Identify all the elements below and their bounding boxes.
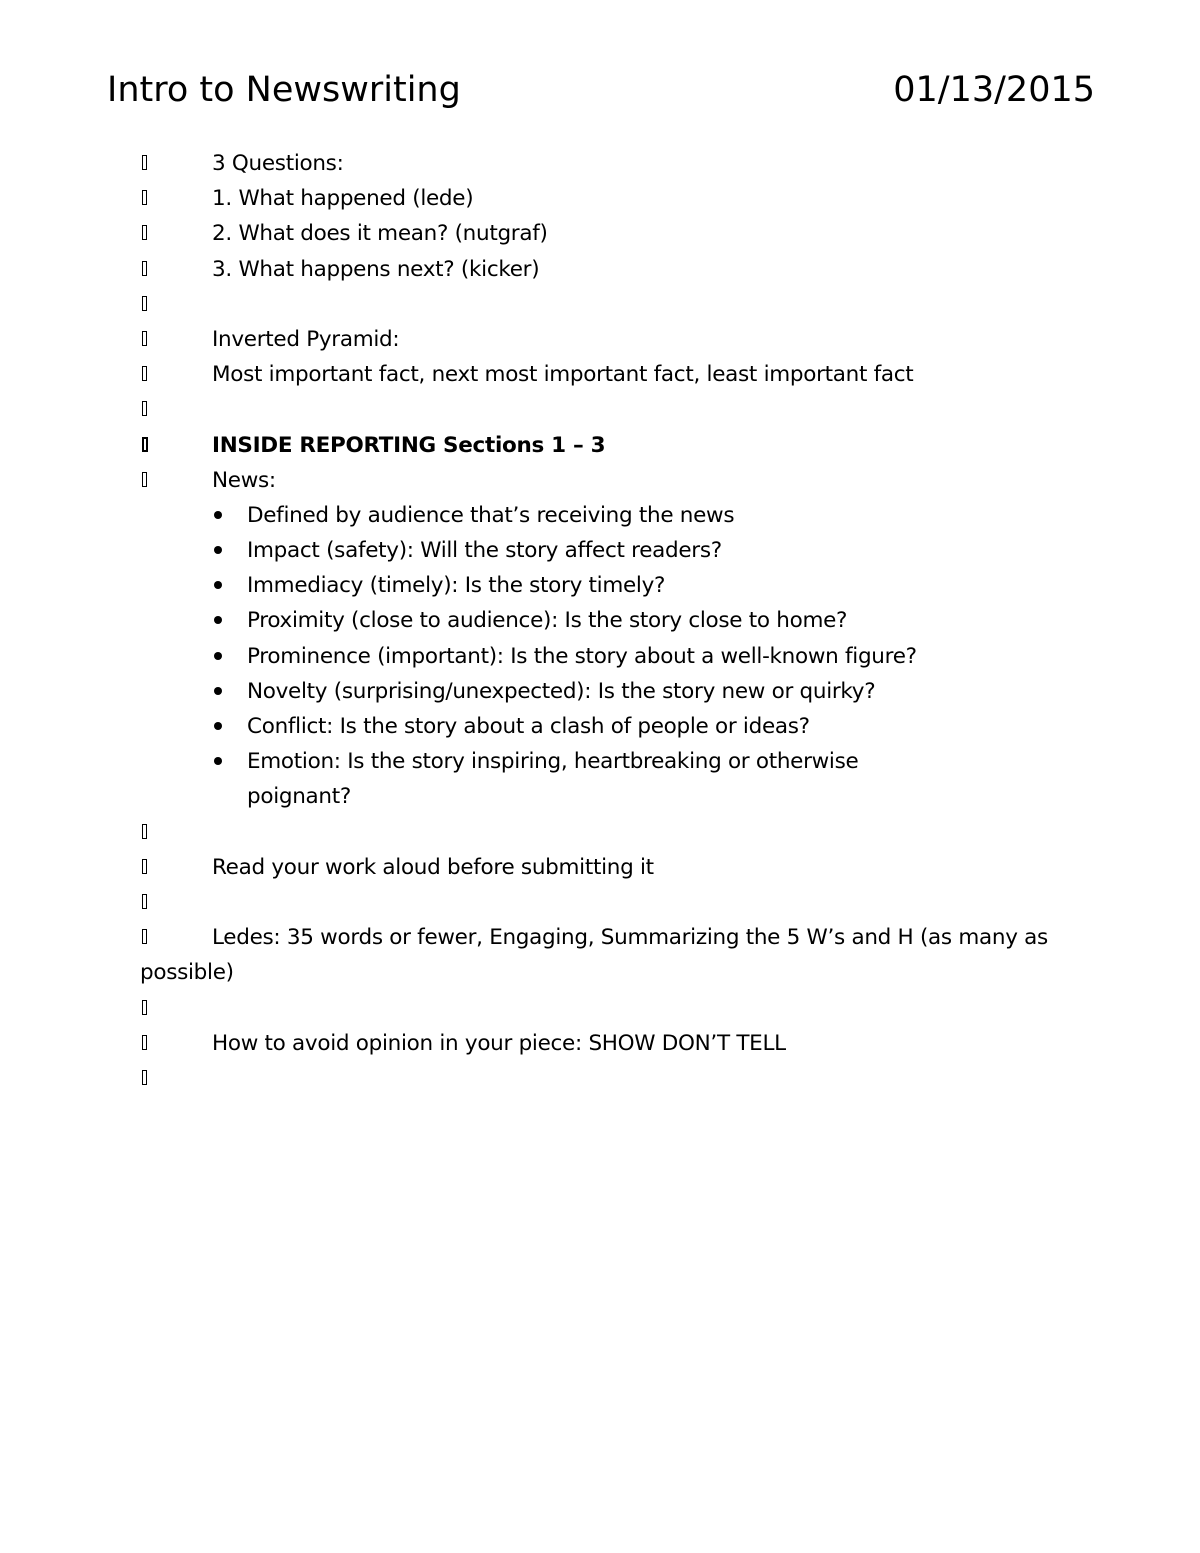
empty-list-item	[140, 885, 1100, 920]
news-bullet-text: Proximity (close to audience): Is the story close to home?	[247, 608, 848, 634]
missing-glyph-icon	[142, 1061, 154, 1096]
list-item	[140, 252, 1100, 287]
missing-glyph-icon	[142, 428, 154, 463]
bullet-icon	[214, 652, 222, 660]
question-3: 3. What happens next? (kicker)	[212, 256, 540, 282]
news-bullet-text: Emotion: Is the story inspiring, heartbreaking or otherwise poignant?	[247, 749, 859, 810]
bullet-icon	[214, 687, 222, 695]
empty-list-item	[140, 1061, 1100, 1096]
question-2: 2. What does it mean? (nutgraf)	[212, 221, 548, 247]
news-bullet	[140, 674, 1100, 709]
list-item	[140, 216, 1100, 251]
avoid-opinion-text: How to avoid opinion in your piece: SHOW DON’T TELL	[212, 1030, 786, 1056]
news-bullet-text: Defined by audience that’s receiving the news	[247, 502, 735, 528]
document-title: Intro to Newswriting	[107, 70, 461, 110]
missing-glyph-icon	[142, 146, 154, 181]
inside-reporting-heading: INSIDE REPORTING Sections 1 – 3	[212, 432, 606, 458]
missing-glyph-icon	[142, 991, 154, 1026]
missing-glyph-icon	[142, 181, 154, 216]
list-item	[140, 463, 1100, 498]
missing-glyph-icon	[142, 885, 154, 920]
list-item	[140, 1026, 1100, 1061]
missing-glyph-icon	[142, 322, 154, 357]
read-aloud-text: Read your work aloud before submitting it	[212, 854, 654, 880]
empty-list-item	[140, 392, 1100, 427]
list-item	[140, 920, 1100, 990]
empty-list-item	[140, 815, 1100, 850]
list-item	[140, 850, 1100, 885]
bullet-icon	[214, 511, 222, 519]
missing-glyph-icon	[142, 850, 154, 885]
empty-list-item	[140, 287, 1100, 322]
news-bullet	[140, 744, 1100, 814]
list-item	[140, 181, 1100, 216]
bullet-icon	[214, 722, 222, 730]
news-bullet-text: Conflict: Is the story about a clash of people or ideas?	[247, 714, 810, 739]
missing-glyph-icon	[142, 815, 154, 850]
news-bullet	[140, 639, 1100, 674]
ledes-text: Ledes: 35 words or fewer, Engaging, Summarizing the 5 W’s and H (as many as possible)	[140, 925, 1048, 986]
questions-heading: 3 Questions:	[212, 151, 344, 176]
list-item	[140, 357, 1100, 392]
news-bullet-text: Impact (safety): Will the story affect readers?	[247, 538, 722, 564]
news-bullet	[140, 498, 1100, 533]
document-header	[107, 70, 1095, 120]
missing-glyph-icon	[142, 216, 154, 251]
question-1: 1. What happened (lede)	[212, 186, 474, 212]
missing-glyph-icon	[142, 392, 154, 427]
missing-glyph-icon	[142, 920, 154, 955]
news-bullet	[140, 533, 1100, 568]
news-bullet-text: Novelty (surprising/unexpected): Is the story new or quirky?	[247, 678, 876, 704]
missing-glyph-icon	[142, 287, 154, 322]
news-bullet	[140, 709, 1100, 744]
missing-glyph-icon	[142, 357, 154, 392]
bullet-icon	[214, 581, 222, 589]
news-bullet	[140, 568, 1100, 603]
news-heading: News:	[212, 467, 276, 493]
news-bullet	[140, 603, 1100, 638]
bullet-icon	[214, 546, 222, 554]
document-date: 01/13/2015	[893, 70, 1095, 110]
list-item	[140, 322, 1100, 357]
pyramid-text: Most important fact, next most important fact, least important fact	[212, 362, 914, 388]
empty-list-item	[140, 991, 1100, 1026]
missing-glyph-icon	[142, 252, 154, 287]
notes-body	[140, 146, 1100, 1096]
bullet-icon	[214, 757, 222, 765]
news-bullet-text: Immediacy (timely): Is the story timely?	[247, 573, 666, 599]
news-bullet-text: Prominence (important): Is the story about a well-known figure?	[247, 643, 917, 669]
bullet-icon	[214, 616, 222, 624]
list-item	[140, 428, 1100, 463]
missing-glyph-icon	[142, 463, 154, 498]
pyramid-heading: Inverted Pyramid:	[212, 326, 400, 352]
list-item	[140, 146, 1100, 181]
missing-glyph-icon	[142, 1026, 154, 1061]
